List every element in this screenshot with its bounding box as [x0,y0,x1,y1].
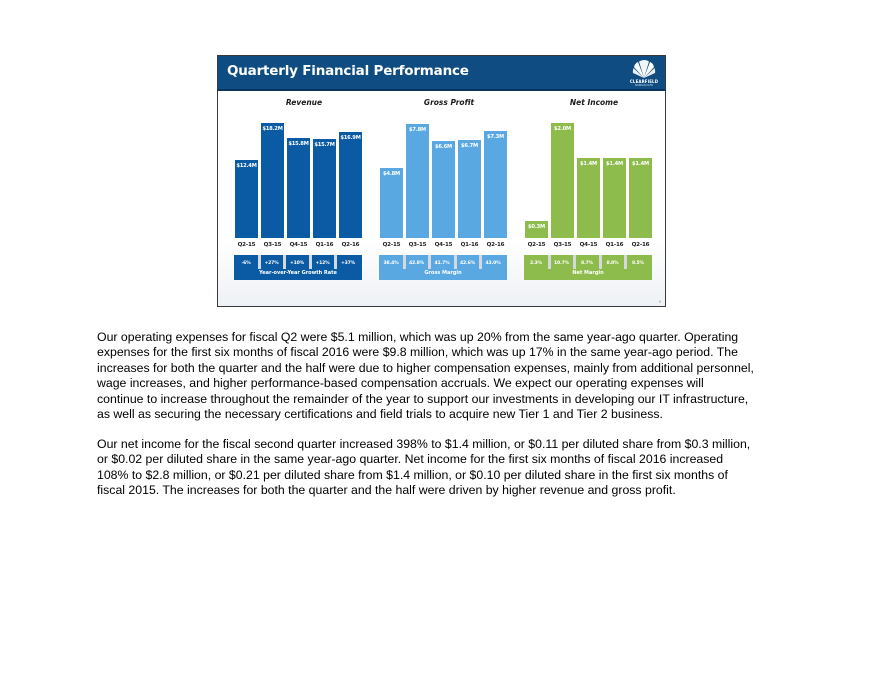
category-label: Q1-16 [315,242,334,248]
metric-value: +12% [315,261,330,266]
bar-value-label: $15.7M [314,142,335,148]
bar-value-label: $7.3M [487,134,504,140]
metric-value: 43.0% [485,261,501,266]
bar-value-label: $6.7M [461,143,478,149]
chart-title: Gross Profit [423,98,475,107]
bar-value-label: $4.8M [383,171,400,177]
bar-q4-15 [432,141,455,238]
metric-caption: Year-over-Year Growth Rate [259,270,337,276]
gross-profit-chart [376,91,522,307]
bar-value-label: $2.0M [554,126,571,132]
page-number: 9 [658,300,661,304]
financial-performance-slide [217,55,666,307]
bar-q1-16 [603,158,626,238]
bar-q3-15 [261,123,284,238]
bar-value-label: $16.9M [340,135,361,141]
bar-q2-15 [380,168,403,238]
chart-title: Net Income [569,98,619,107]
bar-value-label: $1.4M [632,161,649,167]
bar-q3-15 [406,124,429,238]
slide-body [218,91,665,306]
metric-caption: Net Margin [572,270,604,276]
bar-value-label: $6.6M [435,144,452,150]
category-label: Q2-15 [382,242,401,248]
bar-value-label: $12.4M [236,163,257,169]
category-label: Q1-16 [605,242,624,248]
category-label: Q2-16 [631,242,650,248]
slide-title: Quarterly Financial Performance [227,63,469,79]
metric-value: +27% [264,261,279,266]
metric-value: 38.4% [383,261,399,266]
bar-q4-15 [577,158,600,238]
metric-value: 8.7% [581,261,593,266]
metric-value: +10% [289,261,305,266]
category-label: Q2-16 [486,242,505,248]
chart-title: Revenue [285,98,323,107]
metric-value: 41.7% [434,261,450,266]
bar-q3-15 [551,123,574,238]
bar-value-label: $7.8M [409,127,426,133]
bar-q2-16 [484,131,507,238]
category-label: Q2-16 [341,242,360,248]
bar-value-label: $1.4M [580,161,597,167]
category-label: Q3-15 [263,242,282,248]
logo-name: CLEARFIELD [629,79,659,84]
net-income-chart [521,91,667,307]
category-label: Q2-15 [237,242,256,248]
bar-value-label: $0.3M [528,224,545,230]
operating-expenses-paragraph: Our operating expenses for fiscal Q2 were $5.1 million, which was up 20% from the same year-ago quarter. Operating expenses for the first six months of fiscal 2016 were $9.8 million, which was up 17% in the same year-ago period. The increases for both the quarter and the half were due to higher compensation expenses, mainly from additional personnel, wage increases, and higher performance-based compensation accruals. We expect our operating expenses will continue to increase throughout the remainder of the year to support our investments in developing our IT infrastructure, as well as securing the necessary certifications and field trials to acquire new Tier 1 and Tier 2 business. [97,330,754,422]
bar-q1-16 [458,140,481,238]
bar-q1-16 [313,139,336,238]
category-label: Q4-15 [579,242,598,248]
metric-value: 8.5% [632,261,644,266]
metric-value: +37% [340,261,356,266]
shell-fan-icon [629,59,659,79]
metric-value: 8.8% [606,261,619,266]
metric-value: 42.8% [409,261,424,266]
category-label: Q1-16 [460,242,479,248]
bar-q2-16 [339,132,362,238]
bar-value-label: $18.2M [262,126,283,132]
bar-q4-15 [287,138,310,238]
bar-q2-15 [525,221,548,238]
bar-value-label: $1.4M [606,161,623,167]
slide-header [218,56,665,91]
metric-value: -6% [241,261,251,266]
metric-strip [524,255,652,280]
metric-strip [379,255,507,280]
metric-strip [234,255,362,280]
metric-value: 2.3% [530,261,542,266]
bar-q2-15 [235,160,258,238]
net-income-paragraph: Our net income for the fiscal second quarter increased 398% to $1.4 million, or $0.11 per diluted share from $0.3 million, or $0.02 per diluted share in the same year-ago quarter. Net income for the first six months of fiscal 2016 increased 108% to $2.8 million, or $0.21 per diluted share from $1.4 million, or $0.10 per diluted share in the first six months of fiscal 2015. The increases for both the quarter and the half were driven by higher revenue and gross profit. [97,437,751,498]
category-label: Q2-15 [527,242,546,248]
bar-q2-16 [629,158,652,238]
category-label: Q4-15 [434,242,453,248]
company-logo [629,59,659,87]
bar-value-label: $15.8M [288,141,309,147]
category-label: Q3-15 [553,242,572,248]
metric-value: 10.7% [554,261,569,266]
revenue-chart [231,91,377,307]
metric-caption: Gross Margin [424,270,462,276]
category-label: Q4-15 [289,242,308,248]
category-label: Q3-15 [408,242,427,248]
metric-value: 42.6% [460,261,475,266]
logo-ticker: NASDAQ:CLFD [634,84,654,87]
